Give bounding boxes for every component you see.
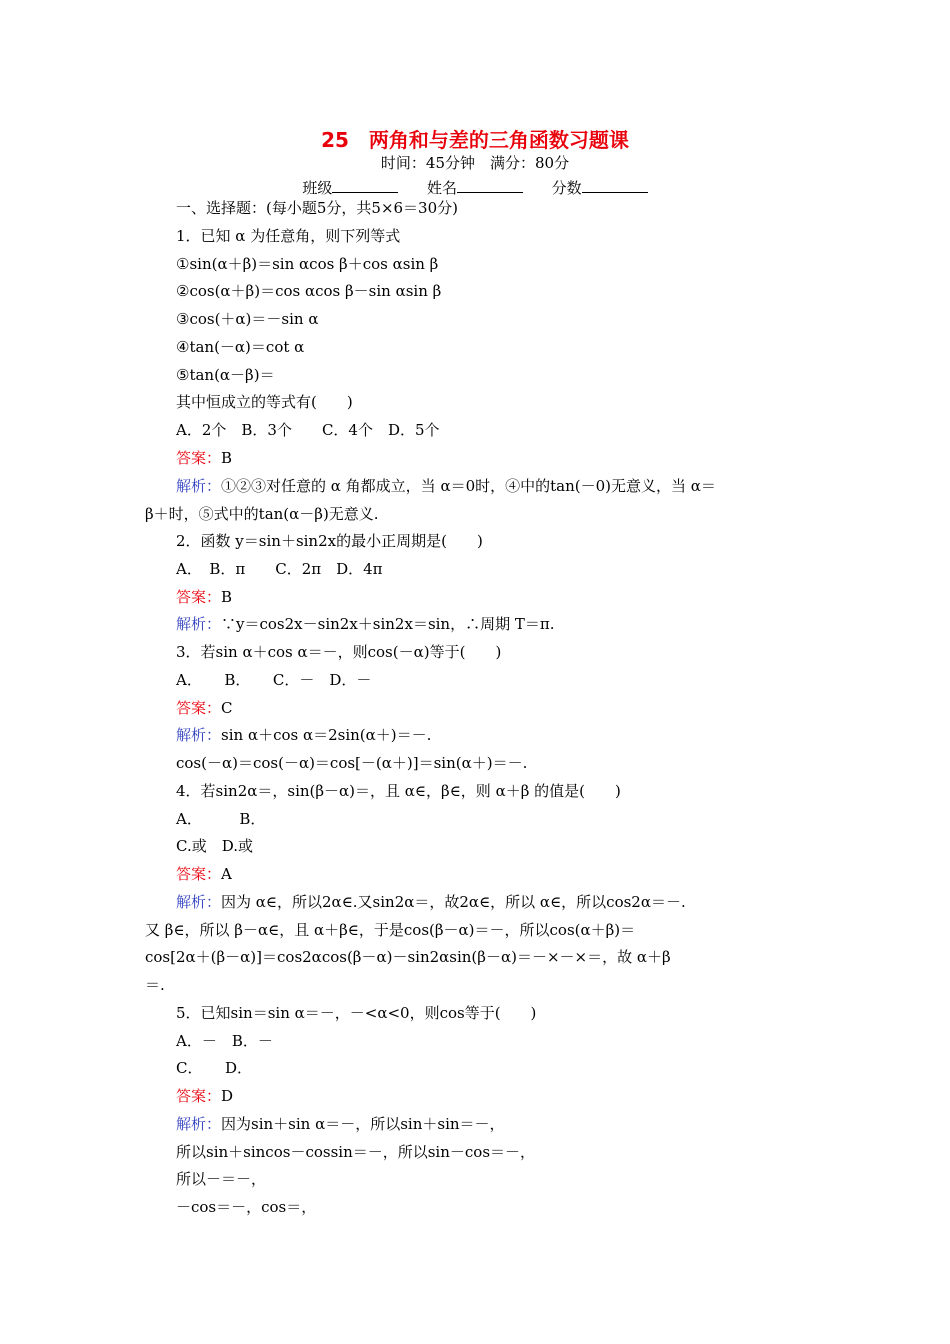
answer-label: 答案： — [176, 865, 222, 883]
q4-options: C.或 D.或 — [176, 837, 253, 855]
score-label: 分数 — [551, 179, 582, 197]
answer-label: 答案： — [176, 699, 222, 717]
analysis-text: sin α＋cos α＝2sin(α＋)＝－. — [221, 726, 432, 744]
q4-options: A． B． — [176, 810, 266, 828]
q4-analysis-cont: cos[2α＋(β－α)]＝cos2αcos(β－α)－sin2αsin(β－α)＝－×－×＝，故 α＋β — [145, 948, 671, 966]
name-blank — [457, 178, 523, 193]
q2-answer — [176, 587, 232, 607]
q1-options: A．2个 B．3个 C．4个 D．5个 — [176, 421, 440, 439]
q5-options: A．－ B．－ — [176, 1032, 273, 1050]
analysis-label: 解析： — [176, 477, 222, 495]
q3-options: A． B． C．－ D．－ — [176, 671, 372, 689]
q5-analysis — [176, 1114, 505, 1134]
analysis-label: 解析： — [176, 1115, 222, 1133]
q1-analysis — [176, 476, 716, 496]
q4-analysis-cont: ＝. — [145, 976, 165, 994]
analysis-text: ①②③对任意的 α 角都成立，当 α＝0时，④中的tan(－0)无意义，当 α＝ — [221, 477, 716, 495]
q2-options: A． B．π C．2π D．4π — [176, 560, 383, 578]
answer-value: B — [221, 588, 233, 606]
answer-label: 答案： — [176, 449, 222, 467]
q1-stem: 1．已知 α 为任意角，则下列等式 — [176, 227, 401, 245]
answer-label: 答案： — [176, 1087, 222, 1105]
q4-answer — [176, 864, 232, 884]
answer-label: 答案： — [176, 588, 222, 606]
score-blank — [582, 178, 648, 193]
answer-value: D — [221, 1087, 234, 1105]
q5-stem: 5．已知sin＝sin α＝－，－<α<0，则cos等于( ) — [176, 1004, 537, 1022]
answer-value: A — [221, 865, 232, 883]
q3-answer — [176, 698, 233, 718]
q5-analysis-cont: －cos＝－，cos＝， — [176, 1198, 317, 1216]
student-info-line — [0, 177, 950, 198]
q2-stem: 2．函数 y＝sin＋sin2x的最小正周期是( ) — [176, 532, 483, 550]
class-blank — [332, 178, 398, 193]
analysis-label: 解析： — [176, 726, 222, 744]
q4-stem: 4．若sin2α＝，sin(β－α)＝，且 α∈，β∈，则 α＋β 的值是( ) — [176, 782, 621, 800]
q4-analysis — [176, 892, 686, 912]
q2-analysis — [176, 614, 555, 634]
q1-item: ④tan(－α)＝cot α — [176, 338, 305, 356]
q5-analysis-cont: 所以－＝－， — [176, 1170, 267, 1188]
q1-item: ③cos(＋α)＝－sin α — [176, 310, 319, 328]
q3-analysis-cont: cos(－α)＝cos(－α)＝cos[－(α＋)]＝sin(α＋)＝－. — [176, 754, 528, 772]
answer-value: C — [221, 699, 233, 717]
q3-stem: 3．若sin α＋cos α＝－，则cos(－α)等于( ) — [176, 643, 502, 661]
q1-item: ①sin(α＋β)＝sin αcos β＋cos αsin β — [176, 255, 439, 273]
analysis-text: ∵y＝cos2x－sin2x＋sin2x＝sin，∴周期 T＝π. — [221, 615, 555, 633]
page-title: 25 两角和与差的三角函数习题课 — [321, 128, 629, 152]
class-label: 班级 — [302, 179, 333, 197]
name-label: 姓名 — [426, 179, 457, 197]
analysis-label: 解析： — [176, 893, 222, 911]
q1-item: ②cos(α＋β)＝cos αcos β－sin αsin β — [176, 282, 442, 300]
q5-options: C． D． — [176, 1059, 253, 1077]
q5-analysis-cont: 所以sin＋sincos－cossin＝－，所以sin－cos＝－， — [176, 1143, 536, 1161]
q1-analysis-cont: β＋时，⑤式中的tan(α－β)无意义. — [145, 505, 379, 523]
q1-answer — [176, 448, 232, 468]
q3-analysis — [176, 725, 431, 745]
q1-item: ⑤tan(α－β)＝ — [176, 366, 275, 384]
analysis-text: 因为sin＋sin α＝－，所以sin＋sin＝－， — [221, 1115, 505, 1133]
q4-analysis-cont: 又 β∈，所以 β－α∈，且 α＋β∈，于是cos(β－α)＝－，所以cos(α＋β)＝ — [145, 921, 636, 939]
q1-ask: 其中恒成立的等式有( ) — [176, 393, 353, 411]
analysis-label: 解析： — [176, 615, 222, 633]
section-heading: 一、选择题：(每小题5分，共5×6＝30分) — [176, 199, 458, 217]
q5-answer — [176, 1086, 233, 1106]
answer-value: B — [221, 449, 233, 467]
analysis-text: 因为 α∈，所以2α∈.又sin2α＝，故2α∈，所以 α∈，所以cos2α＝－. — [221, 893, 686, 911]
time-score-line: 时间：45分钟 满分：80分 — [380, 154, 570, 172]
